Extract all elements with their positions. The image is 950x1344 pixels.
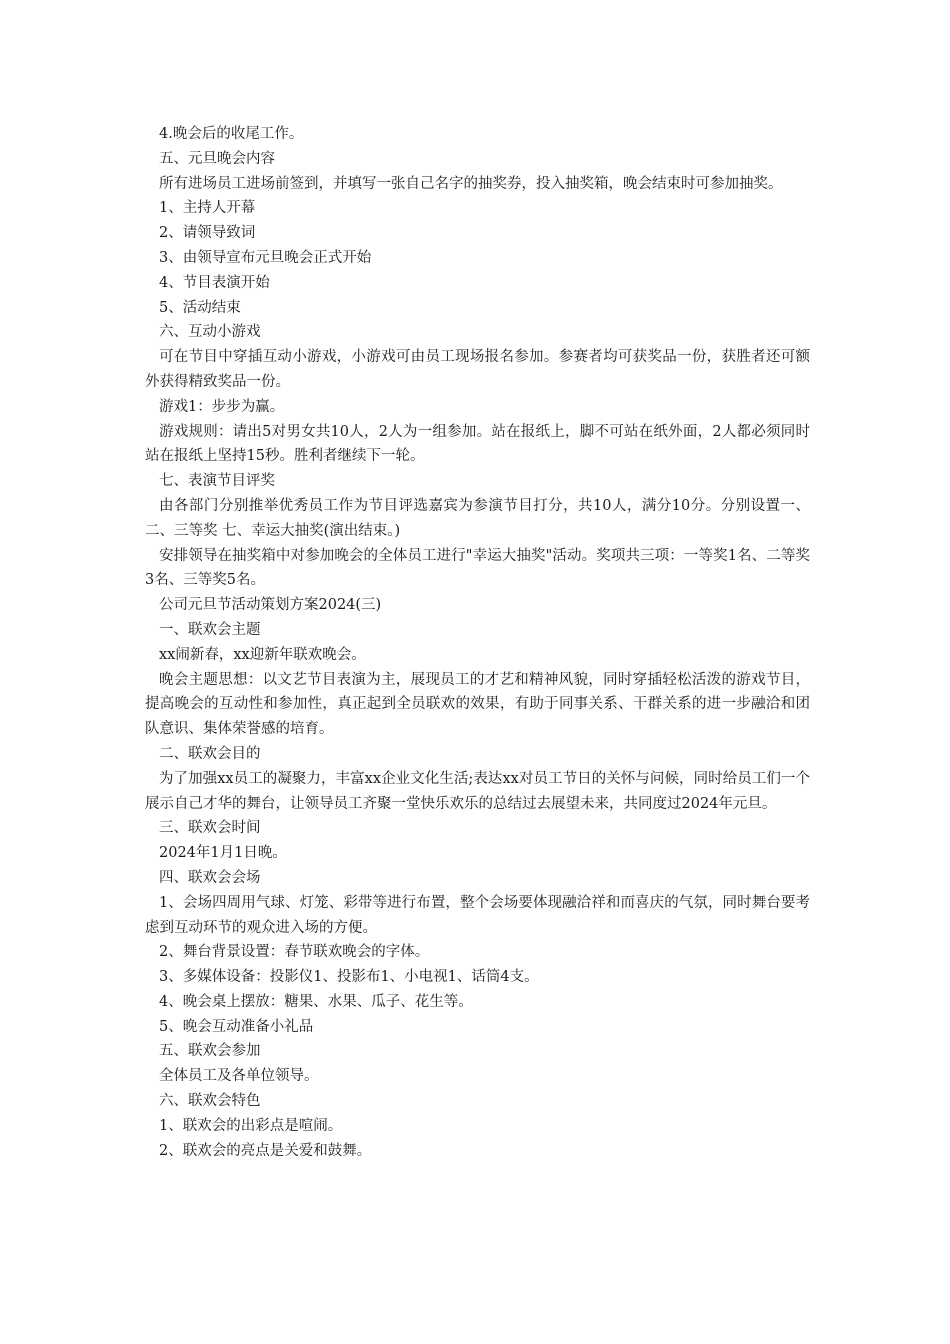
list-item: 4、晚会桌上摆放：糖果、水果、瓜子、花生等。 xyxy=(159,993,473,1010)
paragraph: 4.晚会后的收尾工作。 xyxy=(159,126,304,142)
paragraph: 由各部门分别推举优秀员工作为节目评选嘉宾为参演节目打分，共10人，满分10分。分别设置一、二、三等奖 七、幸运大抽奖(演出结束。) xyxy=(145,497,810,539)
paragraph: 游戏1：步步为赢。 xyxy=(159,398,285,415)
paragraph: 游戏规则：请出5对男女共10人，2人为一组参加。站在报纸上，脚不可站在纸外面，2人都必须同时站在报纸上坚持15秒。胜利者继续下一轮。 xyxy=(145,423,810,465)
list-item: 2、舞台背景设置：春节联欢晚会的字体。 xyxy=(159,944,430,961)
list-item: 3、多媒体设备：投影仪1、投影布1、小电视1、话筒4支。 xyxy=(159,969,539,986)
section-heading: 一、联欢会主题 xyxy=(159,621,261,638)
list-item: 1、联欢会的出彩点是喧闹。 xyxy=(159,1117,343,1134)
paragraph: 全体员工及各单位领导。 xyxy=(159,1068,319,1085)
section-heading: 二、联欢会目的 xyxy=(159,745,261,762)
list-item: 2、请领导致词 xyxy=(159,225,256,242)
list-item: 5、晚会互动准备小礼品 xyxy=(159,1018,314,1035)
section-heading: 三、联欢会时间 xyxy=(159,820,261,837)
paragraph: 可在节目中穿插互动小游戏，小游戏可由员工现场报名参加。参赛者均可获奖品一份，获胜者还可额外获得精致奖品一份。 xyxy=(145,349,810,390)
paragraph: 为了加强xx员工的凝聚力，丰富xx企业文化生活;表达xx对员工节日的关怀与问候，同时给员工们一个展示自己才华的舞台，让领导员工齐聚一堂快乐欢乐的总结过去展望未来，共同度过2024年元旦。 xyxy=(145,770,810,812)
section-heading: 四、联欢会会场 xyxy=(159,869,261,886)
paragraph: xx闹新春，xx迎新年联欢晚会。 xyxy=(159,646,366,663)
section-heading: 五、元旦晚会内容 xyxy=(159,150,275,167)
paragraph: 2024年1月1日晚。 xyxy=(159,845,287,862)
list-item: 1、会场四周用气球、灯笼、彩带等进行布置，整个会场要体现融洽祥和而喜庆的气氛，同时舞台要考虑到互动环节的观众进入场的方便。 xyxy=(145,894,810,936)
list-item: 1、主持人开幕 xyxy=(159,200,256,217)
document-body xyxy=(145,122,810,1163)
paragraph: 晚会主题思想：以文艺节目表演为主，展现员工的才艺和精神风貌，同时穿插轻松活泼的游戏节目，提高晚会的互动性和参加性，真正起到全员联欢的效果，有助于同事关系、干群关系的进一步融洽和团队意识、集体荣誉感的培育。 xyxy=(145,671,810,738)
section-heading: 六、联欢会特色 xyxy=(159,1093,261,1110)
list-item: 5、活动结束 xyxy=(159,299,241,316)
paragraph: 所有进场员工进场前签到，并填写一张自己名字的抽奖券，投入抽奖箱，晚会结束时可参加抽奖。 xyxy=(159,175,783,192)
paragraph: 安排领导在抽奖箱中对参加晚会的全体员工进行"幸运大抽奖"活动。奖项共三项：一等奖1名、二等奖3名、三等奖5名。 xyxy=(145,547,810,589)
list-item: 2、联欢会的亮点是关爱和鼓舞。 xyxy=(159,1142,372,1159)
document-subtitle: 公司元旦节活动策划方案2024(三) xyxy=(159,597,382,614)
section-heading: 五、联欢会参加 xyxy=(159,1043,261,1060)
section-heading: 七、表演节目评奖 xyxy=(159,473,275,490)
section-heading: 六、互动小游戏 xyxy=(159,324,261,341)
list-item: 4、节目表演开始 xyxy=(159,274,270,291)
list-item: 3、由领导宣布元旦晚会正式开始 xyxy=(159,249,372,266)
